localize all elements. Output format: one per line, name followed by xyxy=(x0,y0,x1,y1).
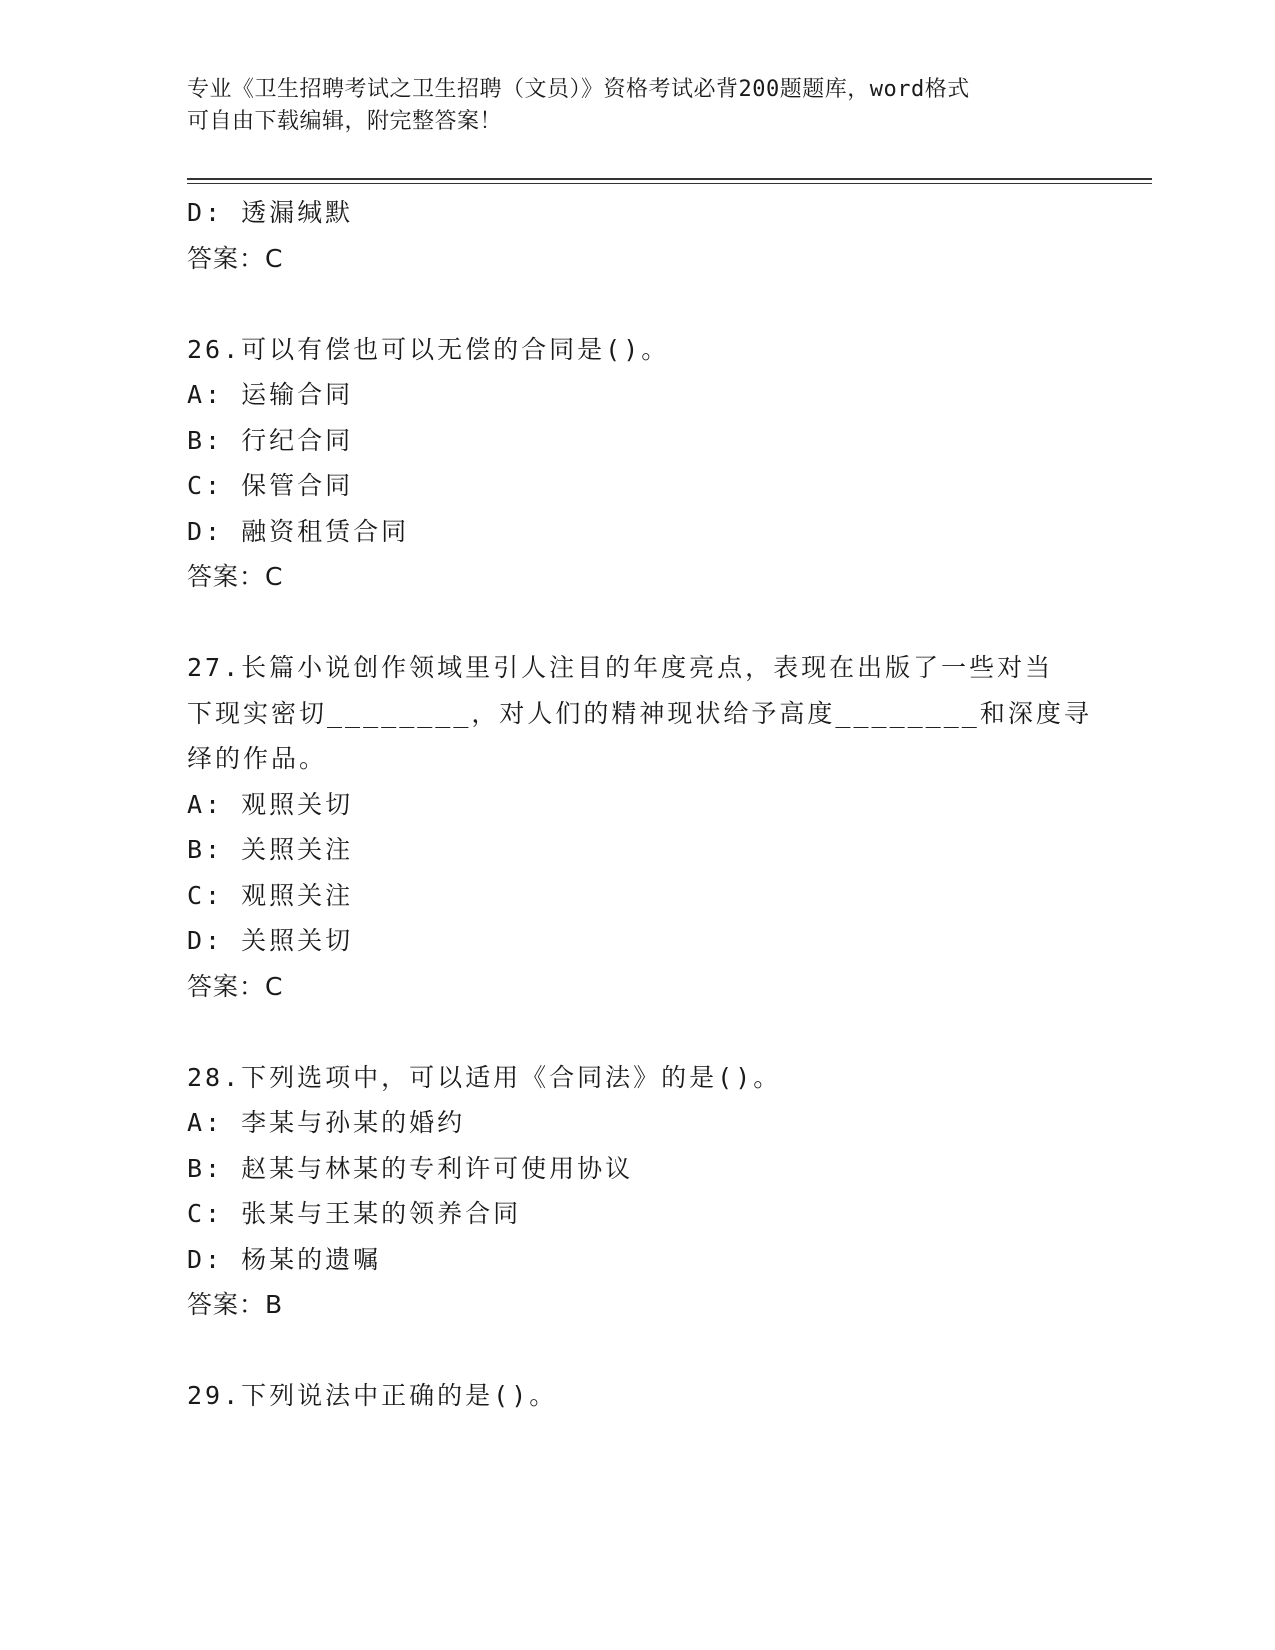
question-stem-line-2: 下现实密切________，对人们的精神现状给予高度________和深度寻 xyxy=(187,698,1092,728)
answer: 答案：B xyxy=(187,1290,284,1319)
spacer xyxy=(187,1009,1087,1055)
question-28 xyxy=(187,1055,1087,1328)
spacer xyxy=(187,600,1087,646)
option-d: D: 杨某的遗嘱 xyxy=(187,1244,382,1274)
answer: 答案：C xyxy=(187,971,284,1001)
option-d: D: 融资租赁合同 xyxy=(187,516,410,546)
option-a: A: 观照关切 xyxy=(187,789,354,819)
question-stem: 26.可以有偿也可以无偿的合同是()。 xyxy=(187,334,670,364)
question-stem: 29.下列说法中正确的是()。 xyxy=(187,1381,558,1410)
option-c: C: 张某与王某的领养合同 xyxy=(187,1199,522,1228)
document-header xyxy=(187,74,1067,138)
question-27 xyxy=(187,645,1092,1009)
question-stem-line-1: 27.长篇小说创作领域里引人注目的年度亮点，表现在出版了一些对当 xyxy=(187,653,1054,682)
option-b: B: 行纪合同 xyxy=(187,425,354,455)
option-c: C: 保管合同 xyxy=(187,471,354,500)
question-stem: 28.下列选项中，可以适用《合同法》的是()。 xyxy=(187,1062,782,1092)
option-c: C: 观照关注 xyxy=(187,880,354,910)
question-stem-line-3: 绎的作品。 xyxy=(187,744,328,773)
answer: 答案：C xyxy=(187,243,284,273)
spacer xyxy=(187,281,1087,327)
question-list xyxy=(187,190,1092,1419)
option-a: A: 运输合同 xyxy=(187,380,354,409)
question-26 xyxy=(187,327,1087,600)
header-divider-thin xyxy=(187,183,1152,184)
option-b: B: 关照关注 xyxy=(187,835,354,864)
header-line-1: 专业《卫生招聘考试之卫生招聘（文员）》资格考试必背200题题库，word格式 xyxy=(187,77,970,102)
header-divider-thick xyxy=(187,178,1152,180)
question-29 xyxy=(187,1373,1087,1419)
answer: 答案：C xyxy=(187,562,284,591)
option-d: D: 关照关切 xyxy=(187,926,354,955)
spacer xyxy=(187,1328,1087,1374)
option-a: A: 李某与孙某的婚约 xyxy=(187,1108,466,1137)
option-d: D: 透漏缄默 xyxy=(187,198,354,227)
question-25-tail xyxy=(187,190,1087,281)
header-line-2: 可自由下载编辑，附完整答案！ xyxy=(187,109,503,134)
option-b: B: 赵某与林某的专利许可使用协议 xyxy=(187,1153,634,1183)
